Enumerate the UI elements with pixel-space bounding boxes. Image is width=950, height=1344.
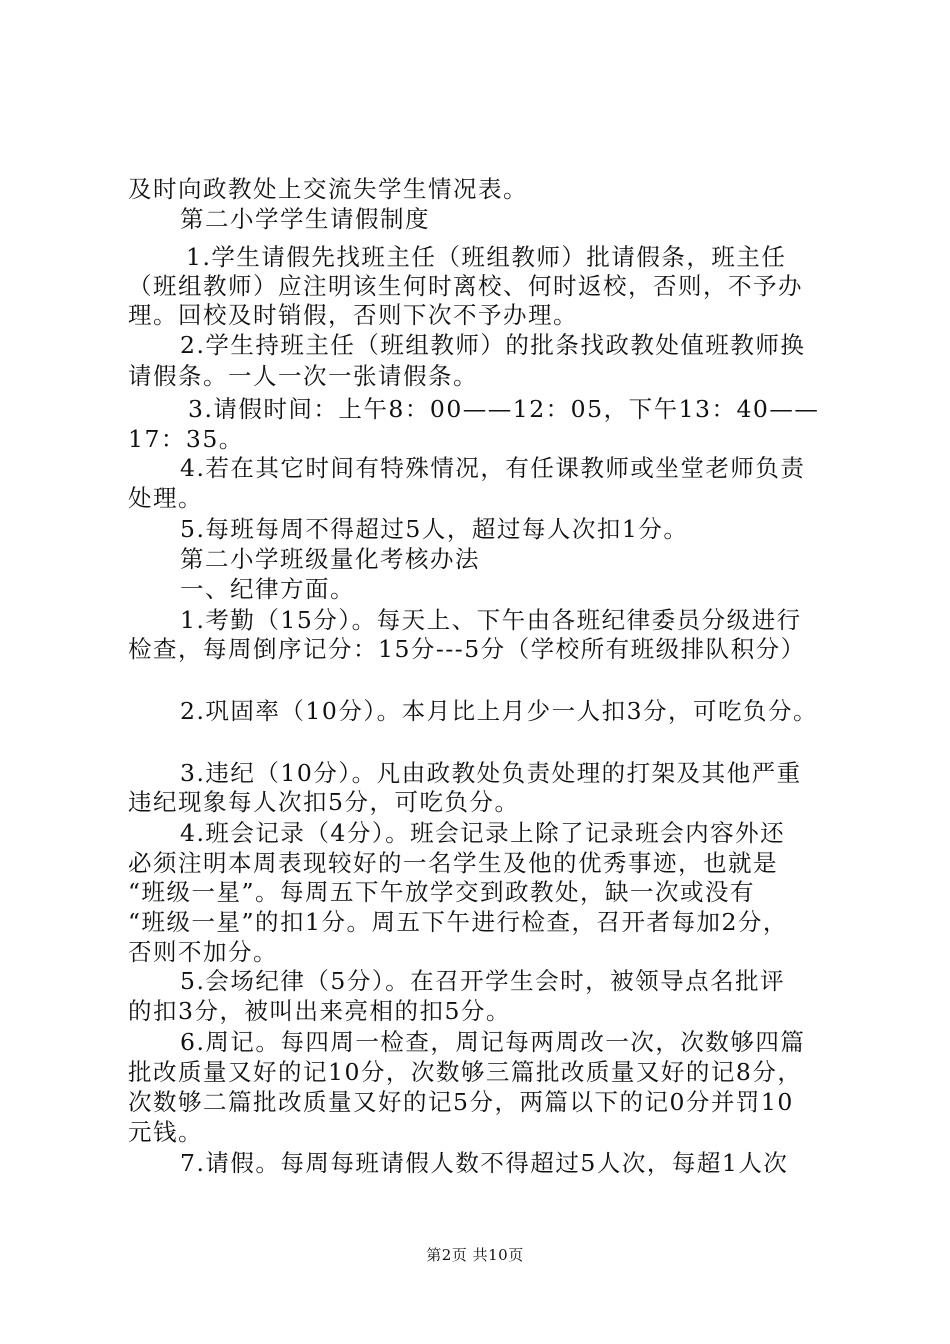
text-line: 6.周记。每四周一检查，周记每两周改一次，次数够四篇 — [180, 1028, 806, 1056]
text-line: 2.巩固率（10分）。本月比上月少一人扣3分，可吃负分。 — [180, 697, 819, 725]
text-line: 3.违纪（10分）。凡由政教处负责处理的打架及其他严重 — [180, 759, 802, 787]
text-line: 的扣3分，被叫出来亮相的扣5分。 — [128, 997, 511, 1025]
text-line: “班级一星”。每周五下午放学交到政教处，缺一次或没有 — [128, 878, 756, 906]
text-line: 必须注明本周表现较好的一名学生及他的优秀事迹，也就是 — [128, 849, 778, 877]
text-line: 一、纪律方面。 — [180, 575, 355, 603]
text-line: 及时向政教处上交流失学生情况表。 — [128, 175, 528, 203]
text-line: 4.若在其它时间有特殊情况，有任课教师或坐堂老师负责 — [180, 454, 806, 482]
section-title: 第二小学学生请假制度 — [180, 205, 430, 233]
text-line: 1.考勤（15分）。每天上、下午由各班纪律委员分级进行 — [180, 606, 802, 634]
text-line: 1.学生请假先找班主任（班组教师）批请假条，班主任 — [186, 243, 787, 271]
text-line: 违纪现象每人次扣5分，可吃负分。 — [128, 788, 520, 816]
text-line: 17：35。 — [128, 425, 244, 453]
text-line: 5.会场纪律（5分）。在召开学生会时，被领导点名批评 — [180, 967, 786, 995]
text-line: 4.班会记录（4分）。班会记录上除了记录班会内容外还 — [180, 819, 786, 847]
section-title: 第二小学班级量化考核办法 — [180, 545, 480, 573]
text-line: 7.请假。每周每班请假人数不得超过5人次，每超1人次 — [180, 1149, 789, 1177]
text-line: “班级一星”的扣1分。周五下午进行检查，召开者每加2分， — [128, 908, 788, 936]
text-line: 否则不加分。 — [128, 938, 278, 966]
text-line: 元钱。 — [128, 1118, 203, 1146]
text-line: 批改质量又好的记10分，次数够三篇批改质量又好的记8分， — [128, 1058, 803, 1086]
text-line: （班组教师）应注明该生何时离校、何时返校，否则，不予办 — [128, 272, 803, 300]
text-line: 理。回校及时销假，否则下次不予办理。 — [128, 301, 578, 329]
text-line: 5.每班每周不得超过5人，超过每人次扣1分。 — [180, 515, 689, 543]
text-line: 检查，每周倒序记分：15分---5分（学校所有班级排队积分） — [128, 635, 806, 663]
text-line: 次数够二篇批改质量又好的记5分，两篇以下的记0分并罚10 — [128, 1088, 794, 1116]
text-line: 3.请假时间：上午8：00——12：05，下午13：40—— — [188, 395, 820, 423]
text-line: 请假条。一人一次一张请假条。 — [128, 362, 478, 390]
text-line: 处理。 — [128, 484, 203, 512]
page-number-footer: 第2页 共10页 — [426, 1246, 524, 1264]
text-line: 2.学生持班主任（班组教师）的批条找政教处值班教师换 — [180, 331, 806, 359]
